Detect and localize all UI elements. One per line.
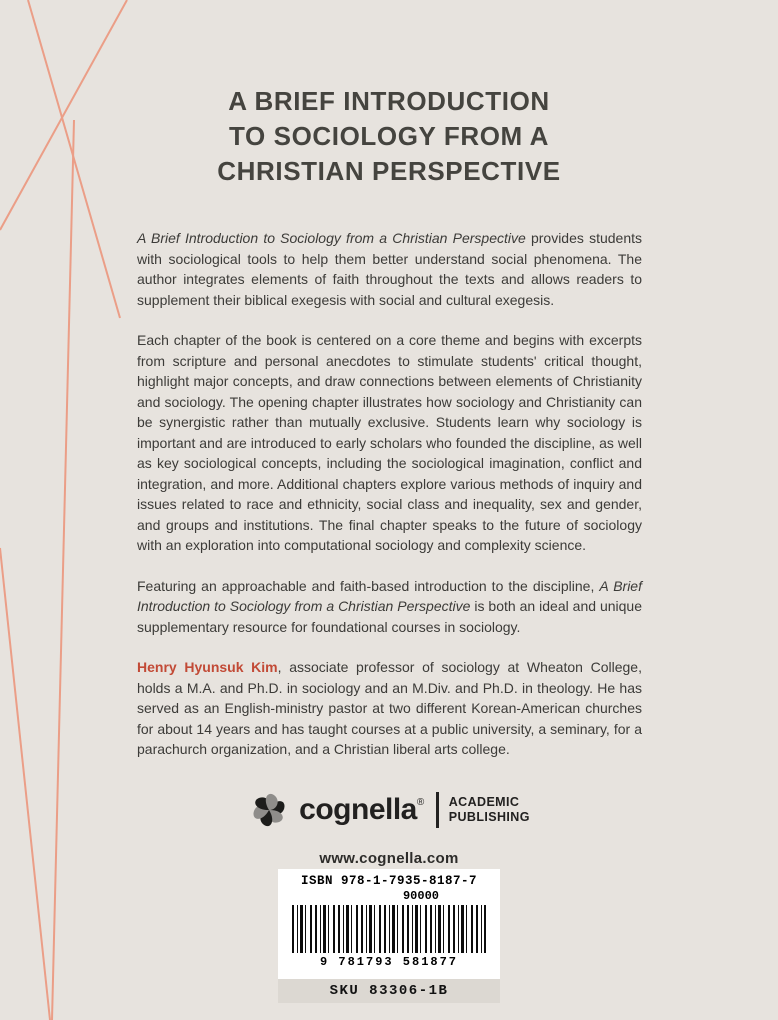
paragraph-audience-pre: Featuring an approachable and faith-based introduction to the discipline, [137, 577, 600, 594]
publisher-website: www.cognella.com [319, 850, 459, 867]
book-title-italic: A Brief Introduction to Sociology from a Christian Perspective [137, 230, 526, 246]
author-name: Henry Hyunsuk Kim [137, 659, 278, 675]
paragraph-audience [137, 576, 642, 638]
back-cover-copy [137, 228, 642, 780]
ean-digits: 9 781793 581877 [319, 955, 459, 969]
tagline-line-2: PUBLISHING [448, 810, 530, 824]
book-title-line-2: TO SOCIOLOGY FROM A [228, 121, 550, 151]
paragraph-synopsis-text: provides students with sociological tools to help them better understand social phenomena. The author integrates elements of faith throughout the texts and allows readers to supplement their biblical exegesis with social and cultural exegesis. [137, 230, 642, 308]
paragraph-audience-post: is both an ideal and unique supplementary resource for foundational courses in sociology. [137, 598, 643, 635]
barcode-bars [292, 905, 486, 953]
book-title-line-1: A BRIEF INTRODUCTION [228, 86, 550, 116]
author-bio-text: , associate professor of sociology at Wheaton College, holds a M.A. and Ph.D. in sociology and an M.Div. and Ph.D. in theology. He has served as an English-ministry pastor at two different Korean-American churches for about 14 years and has taught courses at a public university, a seminary, for a parachurch organization, and a Christian liberal arts college. [137, 659, 642, 757]
book-title-line-3: CHRISTIAN PERSPECTIVE [217, 156, 561, 186]
logo-divider [436, 792, 439, 828]
publisher-tagline [449, 795, 530, 825]
paragraph-synopsis [137, 228, 642, 310]
tagline-line-1: ACADEMIC [448, 795, 520, 809]
book-title-italic-2: A Brief Introduction to Sociology from a Christian Perspective [137, 577, 642, 614]
barcode-block [278, 869, 500, 1003]
publisher-wordmark [299, 795, 424, 825]
publisher-logo [0, 789, 778, 831]
book-title [0, 84, 778, 189]
paragraph-author-bio [137, 657, 642, 760]
cognella-pinwheel-icon [248, 789, 290, 831]
barcode-price-code: 90000 [402, 889, 439, 903]
paragraph-chapters: Each chapter of the book is centered on a core theme and begins with excerpts from scripture and personal anecdotes to stimulate students' critical thought, highlight major concepts, and draw connections between elements of Christianity and sociology. The opening chapter illustrates how sociology and Christianity can be synergistic rather than mutually exclusive. Students learn why sociology is important and are introduced to early scholars who founded the discipline, as well as key sociological concepts, including the sociological imagination, conflict and integration, and more. Additional chapters explore various methods of inquiry and issues related to race and ethnicity, social class and inequality, sex and gender, and groups and institutions. The final chapter speaks to the future of sociology with an exploration into computational sociology and complexity science. [137, 332, 642, 553]
registered-mark: ® [416, 797, 424, 808]
publisher-name: cognella [299, 793, 417, 826]
isbn-number: ISBN 978-1-7935-8187-7 [300, 874, 478, 888]
sku-label: SKU 83306-1B [278, 979, 500, 1003]
